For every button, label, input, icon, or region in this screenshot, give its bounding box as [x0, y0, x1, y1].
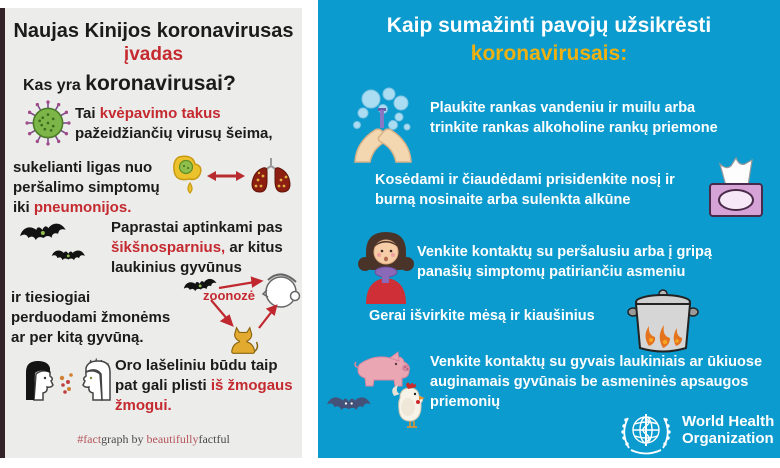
zoonose-diagram: [183, 266, 301, 362]
credit-hashtag: #fact: [77, 432, 102, 446]
tip-line: Gerai išvirkite mėsą ir kiaušinius: [369, 308, 595, 324]
who-logo-text: [682, 413, 774, 447]
credit-line: [5, 432, 302, 447]
who-text-line: Organization: [682, 430, 774, 447]
credit-brand-dark: factful: [198, 432, 230, 446]
tip-line: priemonių: [430, 394, 501, 410]
prevention-subtitle: koronavirusais:: [470, 42, 628, 65]
fact-illness-text: [13, 158, 160, 218]
tip-line: panašių simptomų patiriančiu asmeniu: [417, 264, 686, 280]
lungs-icon: [247, 156, 295, 196]
cooking-pot-icon: [621, 286, 705, 358]
speaking-heads-icon: [18, 358, 118, 420]
tip-cook-food: [369, 306, 595, 326]
fact-line: sukelianti ligas nuo: [13, 159, 153, 176]
prevention-panel: [318, 0, 780, 458]
tip-line: Venkite kontaktų su gyvais laukiniais ar ūkiuose: [430, 354, 763, 370]
fact-line: perduodami žmonėms: [11, 309, 171, 326]
question-big-text: koronavirusai?: [85, 72, 236, 95]
tip-line: burną nosinaite arba sulenkta alkūne: [375, 192, 631, 208]
intro-subtitle: įvadas: [123, 44, 184, 65]
fact-line: Oro lašeliniu būdu taip: [115, 357, 278, 374]
tissue-box-icon: [704, 156, 768, 220]
fact-text: ar kitus: [225, 239, 283, 256]
fact-line: [115, 376, 293, 396]
prevention-title: Kaip sumažinti pavojų užsikrėsti: [386, 14, 712, 37]
sick-person-icon: [358, 230, 414, 304]
tip-line: auginamais gyvūnais be asmeninės apsaugos: [430, 374, 749, 390]
farm-animals-icon: [326, 350, 432, 432]
fact-text: iki: [13, 199, 34, 216]
fact-line: ar per kitą gyvūną.: [11, 329, 144, 346]
virus-icon: [25, 100, 71, 146]
tip-cover-cough: [375, 170, 675, 210]
fact-line: žmogui.: [115, 397, 172, 414]
fact-line: laukinius gyvūnus: [111, 259, 242, 276]
zoonose-label: zoonozė: [203, 288, 255, 303]
fact-transmission-text: [11, 288, 170, 348]
fact-line: pažeidžiančių virusų šeima,: [75, 125, 273, 142]
bats-icon: [17, 216, 109, 274]
who-text-line: World Health: [682, 413, 775, 430]
fact-text-red: pneumonijos.: [33, 199, 132, 216]
tip-wash-hands: [430, 98, 718, 138]
fact-text-red: šikšnosparnius,: [111, 239, 226, 256]
fact-text: Tai: [75, 105, 100, 122]
fact-virus-text: [75, 104, 273, 144]
double-arrow-icon: [205, 168, 247, 184]
fact-text-red: kvėpavimo takus: [99, 105, 221, 122]
fact-text: pat gali plisti: [115, 377, 211, 394]
intro-title: Naujas Kinijos koronavirusas: [13, 20, 294, 42]
tip-avoid-sick: [417, 242, 712, 282]
question-heading: [23, 72, 236, 96]
nose-icon: [167, 154, 205, 198]
fact-line: Paprastai aptinkami pas: [111, 219, 283, 236]
fact-line: [75, 104, 273, 124]
fact-line: ir tiesiogiai: [11, 289, 91, 306]
tip-line: Kosėdami ir čiaudėdami prisidenkite nosį ir: [375, 172, 675, 188]
credit-text: graph by: [101, 432, 147, 446]
who-emblem-icon: [618, 402, 674, 458]
cold-to-pneumonia-icons: [167, 154, 295, 198]
tip-line: Venkite kontaktų su peršalusiu arba į gripą: [417, 244, 712, 260]
credit-brand-red: beautifully: [146, 432, 199, 446]
who-logo: [618, 402, 774, 458]
washing-hands-icon: [342, 84, 424, 164]
tip-line: Plaukite rankas vandeniu ir muilu arba: [430, 100, 696, 116]
fact-line: [13, 198, 160, 218]
tip-line: trinkite rankas alkoholine rankų priemone: [430, 120, 718, 136]
fact-line: peršalimo simptomų: [13, 179, 160, 196]
fact-line: [111, 238, 283, 258]
question-small-text: Kas yra: [23, 77, 86, 94]
fact-text-red: iš žmogaus: [210, 377, 293, 394]
fact-droplets-text: [115, 356, 293, 416]
intro-panel: [5, 8, 302, 458]
